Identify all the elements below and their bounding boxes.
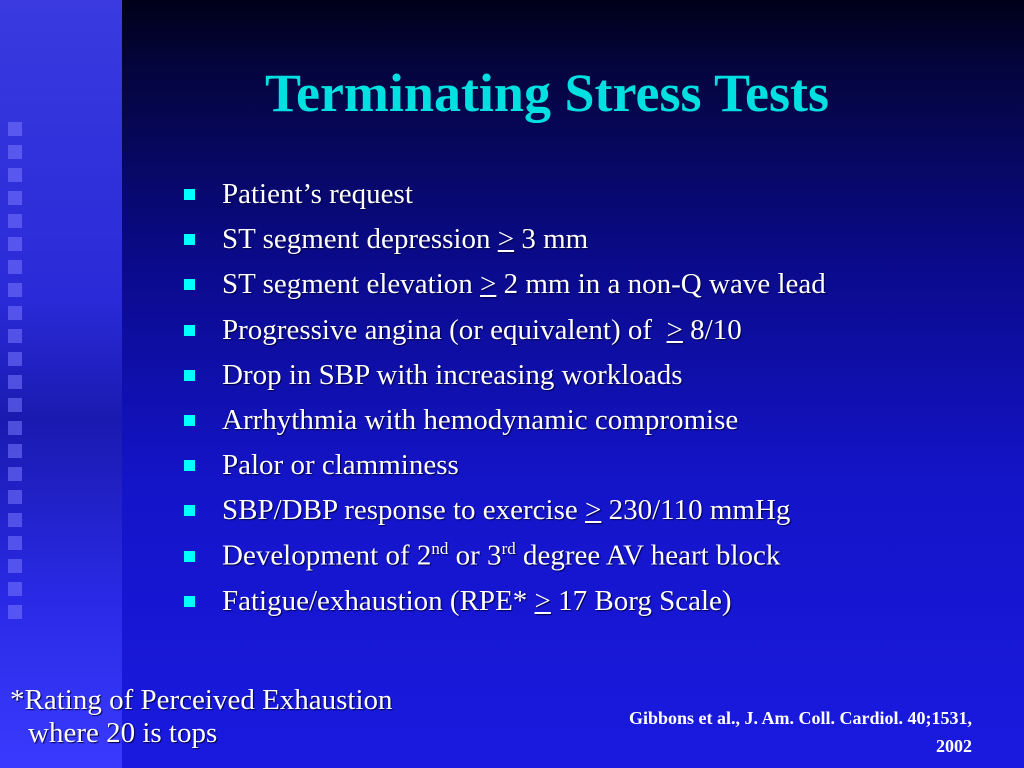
- square-bullet-icon: [184, 370, 195, 381]
- bullet-item: [184, 443, 826, 488]
- left-decorative-strip: [0, 0, 122, 768]
- greater-equal-symbol: >: [666, 313, 683, 346]
- footnote: [10, 684, 393, 750]
- bullet-item: [184, 534, 826, 579]
- citation-line-2: 2002: [936, 736, 972, 756]
- square-bullet-icon: [184, 551, 195, 562]
- bullet-item: [184, 262, 826, 307]
- bullet-item: [184, 172, 826, 217]
- greater-equal-symbol: >: [534, 584, 551, 617]
- square-bullet-icon: [184, 325, 195, 336]
- bullet-text: Progressive angina (or equivalent) of > 8/10: [222, 313, 742, 346]
- bullet-item: [184, 308, 826, 353]
- citation-line-1: Gibbons et al., J. Am. Coll. Cardiol. 40;1531,: [628, 708, 972, 728]
- square-bullet-icon: [184, 596, 195, 607]
- bullet-text: Fatigue/exhaustion (RPE* > 17 Borg Scale): [222, 584, 732, 617]
- square-bullet-icon: [184, 234, 195, 245]
- decorative-squares: [8, 122, 24, 662]
- square-bullet-icon: [184, 415, 195, 426]
- footnote-line-2: where 20 is tops: [28, 717, 218, 749]
- bullet-text: Palor or clamminess: [222, 449, 459, 482]
- square-bullet-icon: [184, 189, 195, 200]
- bullet-item: [184, 579, 826, 624]
- bullet-text: Drop in SBP with increasing workloads: [222, 358, 683, 391]
- bullet-item: [184, 398, 826, 443]
- greater-equal-symbol: >: [585, 494, 602, 527]
- citation: [512, 704, 972, 760]
- greater-equal-symbol: >: [480, 268, 497, 301]
- bullet-text: Arrhythmia with hemodynamic compromise: [222, 404, 739, 437]
- bullet-list: [184, 172, 826, 624]
- greater-equal-symbol: >: [497, 223, 515, 256]
- square-bullet-icon: [184, 505, 195, 516]
- footnote-line-1: *Rating of Perceived Exhaustion: [10, 684, 393, 716]
- bullet-item: [184, 217, 826, 262]
- bullet-text: SBP/DBP response to exercise > 230/110 mmHg: [222, 494, 791, 527]
- bullet-item: [184, 488, 826, 533]
- bullet-text: ST segment elevation > 2 mm in a non-Q wave lead: [222, 268, 826, 301]
- square-bullet-icon: [184, 460, 195, 471]
- slide-title: Terminating Stress Tests: [264, 63, 830, 123]
- bullet-item: [184, 353, 826, 398]
- bullet-text: ST segment depression > 3 mm: [222, 223, 589, 256]
- square-bullet-icon: [184, 279, 195, 290]
- bullet-text: Patient’s request: [222, 178, 413, 211]
- bullet-text: Development of 2nd or 3rd degree AV heart block: [222, 539, 781, 572]
